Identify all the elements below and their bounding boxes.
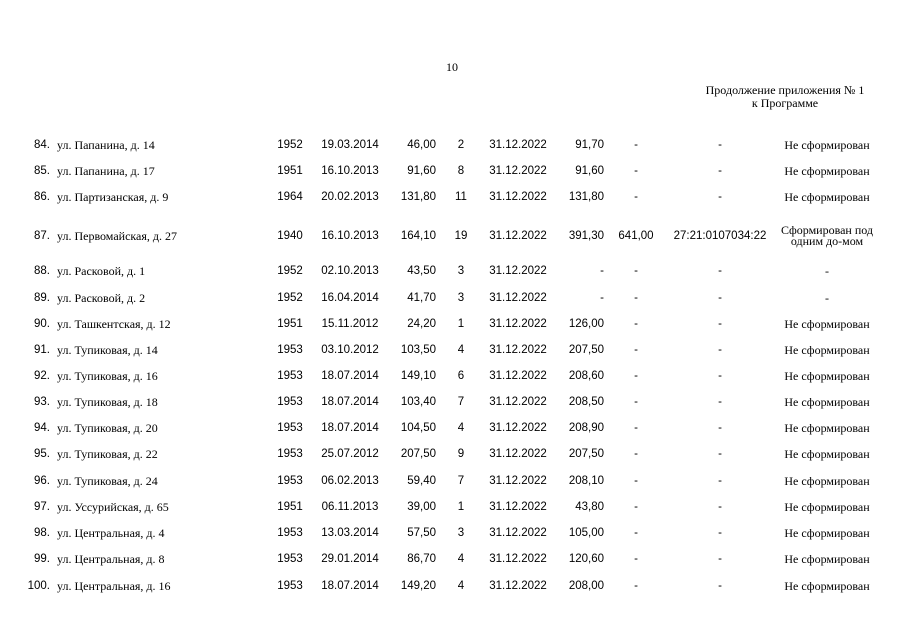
build-year: 1951 xyxy=(277,165,303,177)
land-area: - xyxy=(634,527,638,539)
row-number: 96. xyxy=(34,475,50,487)
residents-count: 4 xyxy=(457,553,465,565)
total-area: 208,60 xyxy=(568,370,604,382)
recognition-date: 16.04.2014 xyxy=(321,292,379,304)
land-status: Не сформирован xyxy=(784,525,870,540)
build-year: 1952 xyxy=(277,265,303,277)
build-year: 1953 xyxy=(277,448,303,460)
build-year: 1951 xyxy=(277,501,303,513)
land-area: - xyxy=(634,370,638,382)
continuation-note xyxy=(690,84,880,110)
land-status: - xyxy=(825,290,829,305)
planned-date: 31.12.2022 xyxy=(489,501,547,513)
total-area: 208,10 xyxy=(568,475,604,487)
cadastral-number: - xyxy=(718,448,722,460)
row-number: 98. xyxy=(34,527,50,539)
residents-count: 7 xyxy=(457,475,465,487)
recognition-date: 18.07.2014 xyxy=(321,396,379,408)
build-year: 1951 xyxy=(277,318,303,330)
total-area: 207,50 xyxy=(568,448,604,460)
planned-date: 31.12.2022 xyxy=(489,580,547,592)
residents-count: 3 xyxy=(457,265,465,277)
total-area: 208,00 xyxy=(568,580,604,592)
resettled-area: 43,50 xyxy=(407,265,436,277)
land-area: - xyxy=(634,165,638,177)
total-area: 207,50 xyxy=(568,344,604,356)
resettled-area: 39,00 xyxy=(407,501,436,513)
build-year: 1952 xyxy=(277,292,303,304)
land-area: - xyxy=(634,580,638,592)
recognition-date: 06.02.2013 xyxy=(321,475,379,487)
cadastral-number: - xyxy=(718,318,722,330)
cadastral-number: - xyxy=(718,475,722,487)
row-number: 94. xyxy=(34,422,50,434)
table-row xyxy=(0,214,905,258)
residents-count: 19 xyxy=(454,230,468,242)
residents-count: 4 xyxy=(457,580,465,592)
land-area: - xyxy=(634,344,638,356)
continuation-line-2: к Программе xyxy=(751,96,819,110)
table-row xyxy=(0,443,905,465)
table-row xyxy=(0,260,905,282)
resettled-area: 46,00 xyxy=(407,139,436,151)
total-area: - xyxy=(600,292,604,304)
cadastral-number: - xyxy=(718,292,722,304)
land-status: Сформирован под одним до-мом xyxy=(780,223,874,248)
land-area: - xyxy=(634,396,638,408)
row-number: 86. xyxy=(34,191,50,203)
resettled-area: 131,80 xyxy=(400,191,436,203)
recognition-date: 16.10.2013 xyxy=(321,165,379,177)
row-number: 100. xyxy=(27,580,50,592)
total-area: 91,60 xyxy=(575,165,604,177)
row-number: 89. xyxy=(34,292,50,304)
land-status: Не сформирован xyxy=(784,499,870,514)
land-status: Не сформирован xyxy=(784,551,870,566)
cadastral-number: - xyxy=(718,370,722,382)
resettled-area: 103,40 xyxy=(400,396,436,408)
address: ул. Расковой, д. 1 xyxy=(57,263,146,278)
land-status: Не сформирован xyxy=(784,473,870,488)
resettled-area: 104,50 xyxy=(400,422,436,434)
land-area: - xyxy=(634,475,638,487)
table-row xyxy=(0,417,905,439)
row-number: 99. xyxy=(34,553,50,565)
row-number: 95. xyxy=(34,448,50,460)
build-year: 1964 xyxy=(277,191,303,203)
resettled-area: 103,50 xyxy=(400,344,436,356)
recognition-date: 18.07.2014 xyxy=(321,422,379,434)
row-number: 97. xyxy=(34,501,50,513)
planned-date: 31.12.2022 xyxy=(489,318,547,330)
planned-date: 31.12.2022 xyxy=(489,165,547,177)
build-year: 1952 xyxy=(277,139,303,151)
planned-date: 31.12.2022 xyxy=(489,475,547,487)
cadastral-number: - xyxy=(718,265,722,277)
recognition-date: 03.10.2012 xyxy=(321,344,379,356)
recognition-date: 18.07.2014 xyxy=(321,580,379,592)
resettled-area: 149,10 xyxy=(400,370,436,382)
row-number: 90. xyxy=(34,318,50,330)
land-status: Не сформирован xyxy=(784,420,870,435)
resettled-area: 207,50 xyxy=(400,448,436,460)
resettled-area: 164,10 xyxy=(400,230,436,242)
planned-date: 31.12.2022 xyxy=(489,448,547,460)
land-status: Не сформирован xyxy=(784,342,870,357)
land-area: - xyxy=(634,139,638,151)
table-row xyxy=(0,313,905,335)
planned-date: 31.12.2022 xyxy=(489,553,547,565)
land-area: - xyxy=(634,191,638,203)
table-row xyxy=(0,575,905,597)
total-area: 91,70 xyxy=(575,139,604,151)
residents-count: 8 xyxy=(457,165,465,177)
residents-count: 1 xyxy=(457,501,465,513)
cadastral-number: - xyxy=(718,344,722,356)
residents-count: 3 xyxy=(457,527,465,539)
address: ул. Папанина, д. 14 xyxy=(57,137,155,152)
row-number: 92. xyxy=(34,370,50,382)
build-year: 1940 xyxy=(277,230,303,242)
continuation-line-1: Продолжение приложения № 1 xyxy=(705,83,865,97)
cadastral-number: - xyxy=(718,191,722,203)
total-area: 120,60 xyxy=(568,553,604,565)
address: ул. Уссурийская, д. 65 xyxy=(57,499,169,514)
cadastral-number: - xyxy=(718,553,722,565)
cadastral-number: - xyxy=(718,580,722,592)
planned-date: 31.12.2022 xyxy=(489,265,547,277)
resettled-area: 91,60 xyxy=(407,165,436,177)
planned-date: 31.12.2022 xyxy=(489,527,547,539)
land-status: - xyxy=(825,263,829,278)
build-year: 1953 xyxy=(277,422,303,434)
address: ул. Расковой, д. 2 xyxy=(57,290,146,305)
residents-count: 4 xyxy=(457,344,465,356)
cadastral-number: - xyxy=(718,527,722,539)
cadastral-number: - xyxy=(718,422,722,434)
land-status: Не сформирован xyxy=(784,189,870,204)
table-row xyxy=(0,160,905,182)
land-area: - xyxy=(634,265,638,277)
address: ул. Центральная, д. 8 xyxy=(57,551,165,566)
build-year: 1953 xyxy=(277,527,303,539)
row-number: 84. xyxy=(34,139,50,151)
table-row xyxy=(0,365,905,387)
planned-date: 31.12.2022 xyxy=(489,422,547,434)
table-row xyxy=(0,522,905,544)
land-area: - xyxy=(634,292,638,304)
address: ул. Папанина, д. 17 xyxy=(57,163,155,178)
recognition-date: 13.03.2014 xyxy=(321,527,379,539)
address: ул. Тупиковая, д. 14 xyxy=(57,342,158,357)
cadastral-number: - xyxy=(718,165,722,177)
residents-count: 7 xyxy=(457,396,465,408)
total-area: 131,80 xyxy=(568,191,604,203)
build-year: 1953 xyxy=(277,396,303,408)
row-number: 93. xyxy=(34,396,50,408)
recognition-date: 15.11.2012 xyxy=(321,318,379,330)
total-area: 391,30 xyxy=(568,230,604,242)
address: ул. Центральная, д. 4 xyxy=(57,525,165,540)
total-area: - xyxy=(600,265,604,277)
cadastral-number: - xyxy=(718,139,722,151)
build-year: 1953 xyxy=(277,344,303,356)
resettled-area: 24,20 xyxy=(407,318,436,330)
residents-count: 6 xyxy=(457,370,465,382)
address: ул. Тупиковая, д. 20 xyxy=(57,420,158,435)
build-year: 1953 xyxy=(277,370,303,382)
build-year: 1953 xyxy=(277,580,303,592)
land-status: Не сформирован xyxy=(784,163,870,178)
table-row xyxy=(0,470,905,492)
residents-count: 9 xyxy=(457,448,465,460)
row-number: 87. xyxy=(34,230,50,242)
recognition-date: 18.07.2014 xyxy=(321,370,379,382)
land-area: - xyxy=(634,501,638,513)
land-area: 641,00 xyxy=(618,230,654,242)
resettled-area: 149,20 xyxy=(400,580,436,592)
land-status: Не сформирован xyxy=(784,137,870,152)
cadastral-number: 27:21:0107034:22 xyxy=(673,230,767,242)
recognition-date: 29.01.2014 xyxy=(321,553,379,565)
recognition-date: 19.03.2014 xyxy=(321,139,379,151)
page-number: 10 xyxy=(446,60,458,74)
recognition-date: 25.07.2012 xyxy=(321,448,379,460)
address: ул. Тупиковая, д. 16 xyxy=(57,368,158,383)
cadastral-number: - xyxy=(718,501,722,513)
row-number: 88. xyxy=(34,265,50,277)
planned-date: 31.12.2022 xyxy=(489,344,547,356)
residents-count: 11 xyxy=(455,191,467,203)
land-area: - xyxy=(634,448,638,460)
address: ул. Тупиковая, д. 18 xyxy=(57,394,158,409)
recognition-date: 20.02.2013 xyxy=(321,191,379,203)
address: ул. Первомайская, д. 27 xyxy=(57,228,177,243)
land-status: Не сформирован xyxy=(784,578,870,593)
total-area: 43,80 xyxy=(575,501,604,513)
resettled-area: 86,70 xyxy=(407,553,436,565)
address: ул. Партизанская, д. 9 xyxy=(57,189,169,204)
total-area: 208,90 xyxy=(568,422,604,434)
land-status: Не сформирован xyxy=(784,368,870,383)
recognition-date: 06.11.2013 xyxy=(321,501,379,513)
table-row xyxy=(0,496,905,518)
residents-count: 4 xyxy=(457,422,465,434)
address: ул. Центральная, д. 16 xyxy=(57,578,171,593)
land-area: - xyxy=(634,553,638,565)
planned-date: 31.12.2022 xyxy=(489,370,547,382)
total-area: 208,50 xyxy=(568,396,604,408)
resettled-area: 59,40 xyxy=(407,475,436,487)
land-status: Не сформирован xyxy=(784,446,870,461)
total-area: 105,00 xyxy=(568,527,604,539)
residents-count: 2 xyxy=(457,139,465,151)
planned-date: 31.12.2022 xyxy=(489,292,547,304)
table-row xyxy=(0,339,905,361)
address: ул. Ташкентская, д. 12 xyxy=(57,316,171,331)
planned-date: 31.12.2022 xyxy=(489,230,547,242)
residents-count: 3 xyxy=(457,292,465,304)
table-row xyxy=(0,134,905,156)
table-row xyxy=(0,186,905,208)
table-row xyxy=(0,391,905,413)
address: ул. Тупиковая, д. 24 xyxy=(57,473,158,488)
table-row xyxy=(0,548,905,570)
table-row xyxy=(0,287,905,309)
total-area: 126,00 xyxy=(568,318,604,330)
residents-count: 1 xyxy=(457,318,465,330)
resettled-area: 57,50 xyxy=(407,527,436,539)
land-area: - xyxy=(634,318,638,330)
resettled-area: 41,70 xyxy=(407,292,436,304)
recognition-date: 16.10.2013 xyxy=(321,230,379,242)
planned-date: 31.12.2022 xyxy=(489,139,547,151)
planned-date: 31.12.2022 xyxy=(489,396,547,408)
row-number: 85. xyxy=(34,165,50,177)
recognition-date: 02.10.2013 xyxy=(321,265,379,277)
row-number: 91. xyxy=(34,344,50,356)
address: ул. Тупиковая, д. 22 xyxy=(57,446,158,461)
land-status: Не сформирован xyxy=(784,316,870,331)
land-area: - xyxy=(634,422,638,434)
build-year: 1953 xyxy=(277,553,303,565)
land-status: Не сформирован xyxy=(784,394,870,409)
build-year: 1953 xyxy=(277,475,303,487)
cadastral-number: - xyxy=(718,396,722,408)
planned-date: 31.12.2022 xyxy=(489,191,547,203)
